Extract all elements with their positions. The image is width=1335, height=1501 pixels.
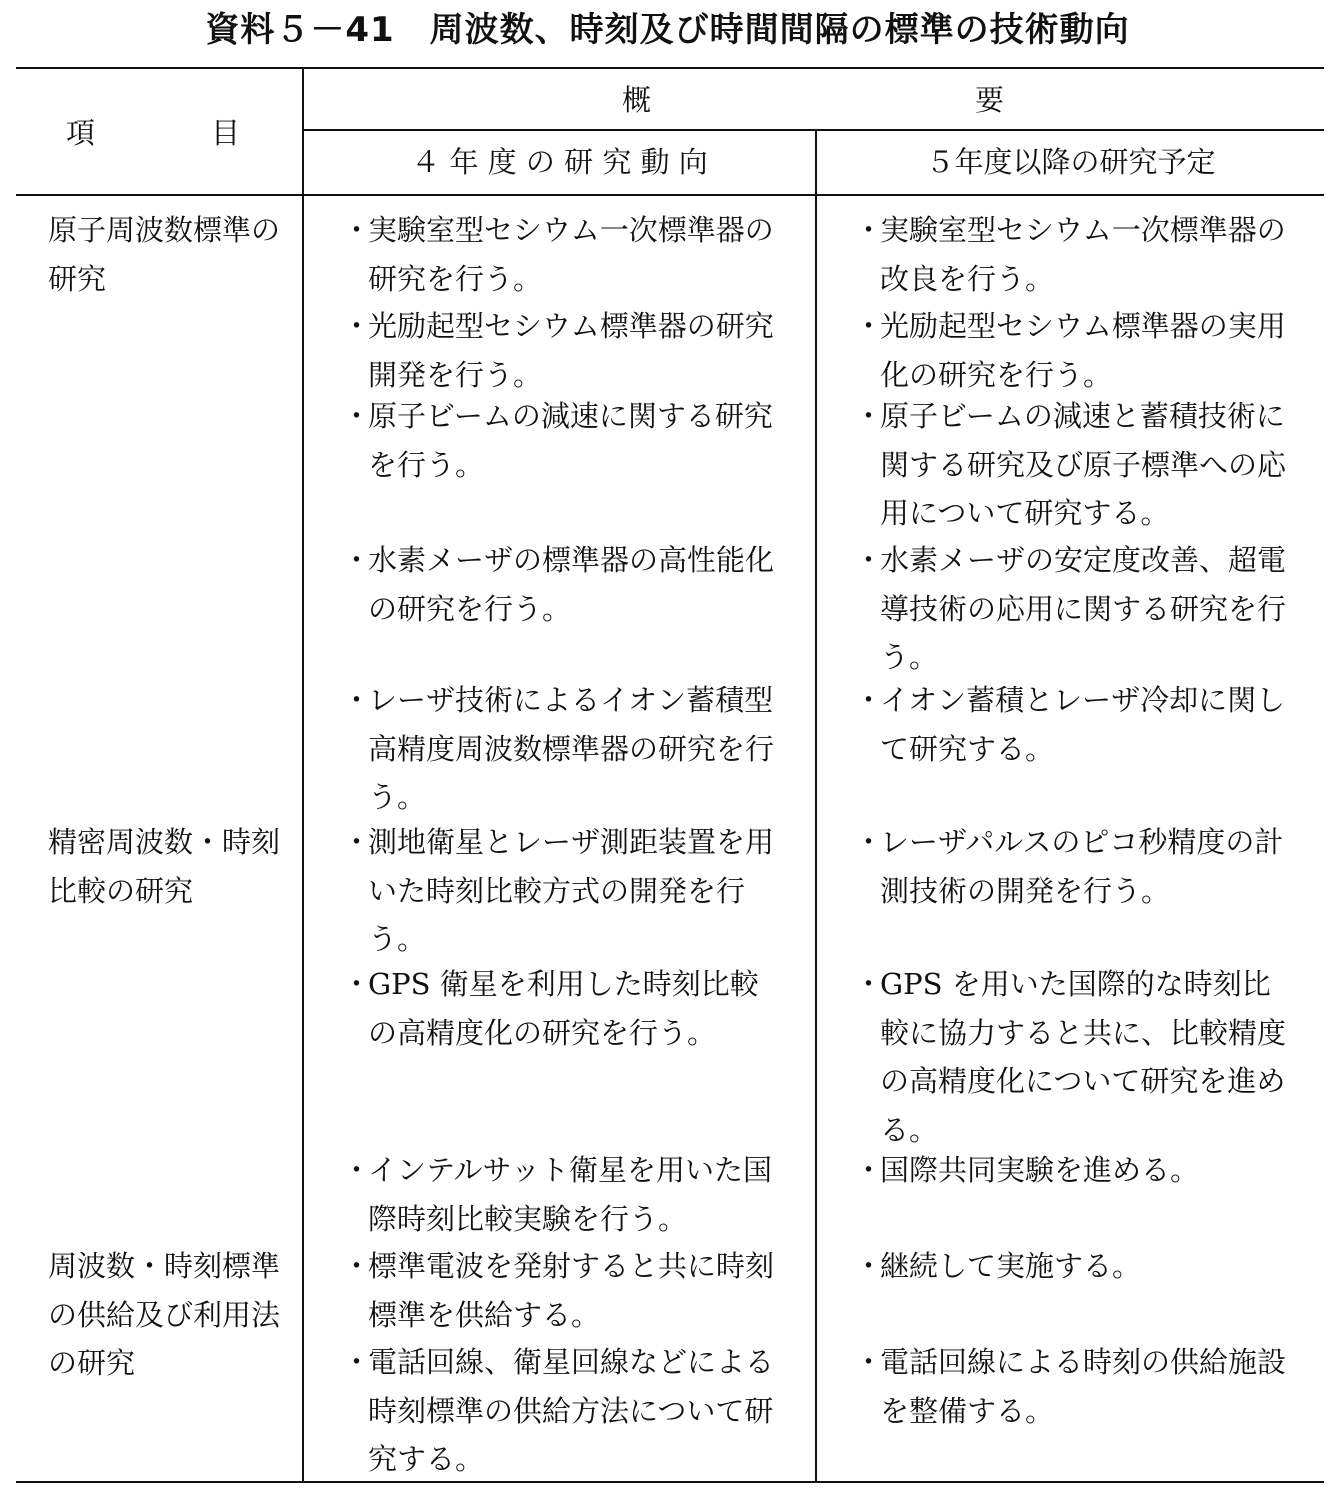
header-sub-rule <box>303 129 1324 131</box>
bullet-mark: ・ <box>342 967 372 1001</box>
bullet-mark: ・ <box>854 825 884 859</box>
list-item-text: 実験室型セシウム一次標準器の改良を行う。 <box>880 213 1286 296</box>
section-item-label: 精密周波数・時刻比較の研究 <box>48 825 281 908</box>
list-item-text: 継続して実施する。 <box>880 1249 1142 1283</box>
list-item <box>342 536 786 633</box>
list-item-text: 原子ビームの減速に関する研究を行う。 <box>368 399 773 482</box>
list-item-text: イオン蓄積とレーザ冷却に関して研究する。 <box>880 683 1286 766</box>
list-item <box>342 1242 786 1339</box>
list-item <box>854 960 1298 1154</box>
list-item-text: 水素メーザの標準器の高性能化の研究を行う。 <box>368 543 775 626</box>
bullet-mark: ・ <box>342 1153 372 1187</box>
list-item-text: 光励起型セシウム標準器の実用化の研究を行う。 <box>880 309 1286 392</box>
list-item-text: 標準電波を発射すると共に時刻標準を供給する。 <box>368 1249 775 1332</box>
bullet-mark: ・ <box>342 399 372 433</box>
bullet-mark: ・ <box>342 309 372 343</box>
bullet-mark: ・ <box>854 543 884 577</box>
bullet-mark: ・ <box>342 213 372 247</box>
list-item <box>854 818 1298 915</box>
list-item <box>342 818 786 964</box>
bullet-mark: ・ <box>342 1249 372 1283</box>
bullet-mark: ・ <box>342 543 372 577</box>
list-item <box>854 1242 1298 1291</box>
list-item <box>342 960 786 1057</box>
list-item-text: 光励起型セシウム標準器の研究開発を行う。 <box>368 309 774 392</box>
list-item-text: 電話回線による時刻の供給施設を整備する。 <box>880 1345 1287 1428</box>
list-item <box>342 676 786 822</box>
list-item <box>342 1338 786 1484</box>
list-item <box>854 302 1298 399</box>
list-item-text: レーザパルスのピコ秒精度の計測技術の開発を行う。 <box>880 825 1284 908</box>
header-bottom-rule <box>16 194 1324 196</box>
list-item-text: レーザ技術によるイオン蓄積型高精度周波数標準器の研究を行う。 <box>368 683 775 814</box>
list-item <box>854 1338 1298 1435</box>
header-overview-left: 概 <box>622 83 652 117</box>
bullet-mark: ・ <box>854 683 884 717</box>
list-item <box>854 676 1298 773</box>
list-item-text: 国際共同実験を進める。 <box>880 1153 1200 1187</box>
table-top-rule <box>16 67 1324 69</box>
column-divider-years <box>815 129 817 1483</box>
list-item <box>342 206 786 303</box>
list-item-text: 原子ビームの減速と蓄積技術に関する研究及び原子標準への応用について研究する。 <box>880 399 1287 530</box>
list-item <box>342 1146 786 1243</box>
list-item-text: 測地衛星とレーザ測距装置を用いた時刻比較方式の開発を行う。 <box>368 825 775 956</box>
list-item-text: インテルサット衛星を用いた国際時刻比較実験を行う。 <box>368 1153 772 1236</box>
list-item-text: 実験室型セシウム一次標準器の研究を行う。 <box>368 213 774 296</box>
header-overview-right: 要 <box>975 83 1005 117</box>
header-future-research-plan: ５年度以降の研究予定 <box>925 145 1216 179</box>
header-current-year-research: ４ 年 度 の 研 究 動 向 <box>411 145 708 179</box>
list-item <box>854 1146 1298 1195</box>
bullet-mark: ・ <box>854 1345 884 1379</box>
bullet-mark: ・ <box>854 399 884 433</box>
list-item <box>854 536 1298 682</box>
list-item-text: GPS を用いた国際的な時刻比較に協力すると共に、比較精度の高精度化について研究を進める。 <box>880 967 1287 1147</box>
bullet-mark: ・ <box>342 1345 372 1379</box>
bullet-mark: ・ <box>854 1153 884 1187</box>
section-item-label: 原子周波数標準の研究 <box>48 213 281 296</box>
bullet-mark: ・ <box>854 1249 884 1283</box>
column-divider-item <box>302 67 304 1483</box>
list-item <box>854 206 1298 303</box>
bullet-mark: ・ <box>854 967 884 1001</box>
bullet-mark: ・ <box>854 309 884 343</box>
bullet-mark: ・ <box>342 825 372 859</box>
page-title: 資料５－41 周波数、時刻及び時間間隔の標準の技術動向 <box>205 10 1130 50</box>
bullet-mark: ・ <box>854 213 884 247</box>
list-item-text: GPS 衛星を利用した時刻比較の高精度化の研究を行う。 <box>368 967 759 1050</box>
list-item <box>854 392 1298 538</box>
list-item <box>342 302 786 399</box>
list-item <box>342 392 786 489</box>
list-item-text: 電話回線、衛星回線などによる時刻標準の供給方法について研究する。 <box>368 1345 775 1476</box>
header-item: 項 目 <box>66 116 241 150</box>
bullet-mark: ・ <box>342 683 372 717</box>
list-item-text: 水素メーザの安定度改善、超電導技術の応用に関する研究を行う。 <box>880 543 1287 674</box>
section-item-label: 周波数・時刻標準の供給及び利用法の研究 <box>48 1249 281 1380</box>
